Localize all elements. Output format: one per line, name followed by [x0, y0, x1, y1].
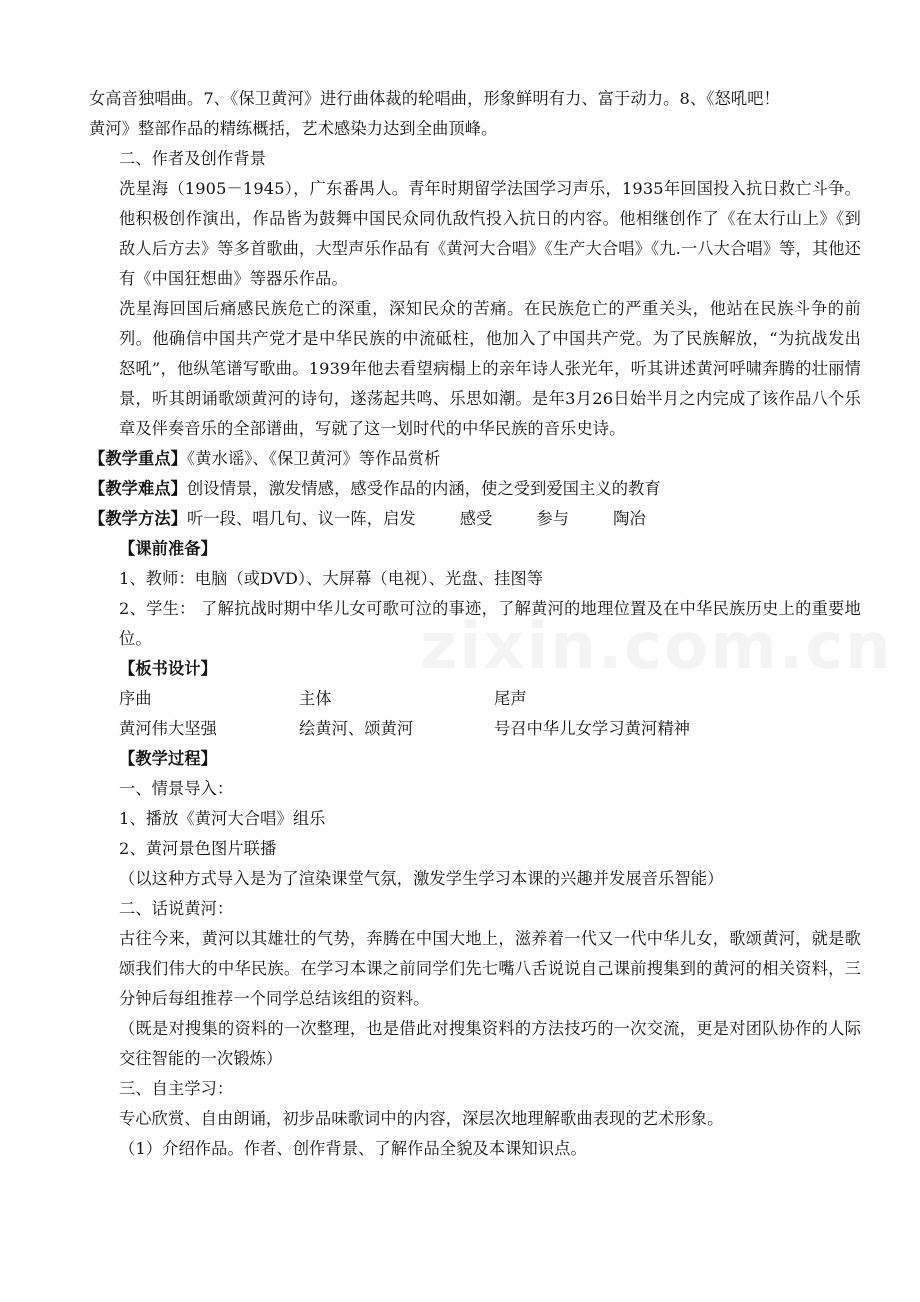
text-line: 专心欣赏、自由朗诵，初步品味歌词中的内容，深层次地理解歌曲表现的艺术形象。: [119, 1109, 724, 1128]
board-cell: 黄河伟大坚强: [119, 719, 218, 738]
text-line: （以这种方式导入是为了渲染课堂气氛，激发学生学习本课的兴趣并发展音乐智能）: [119, 869, 724, 888]
difficulty-label: 【教学难点】: [89, 479, 188, 498]
paragraph: 古往今来，黄河以其雄壮的气势，奔腾在中国大地上，滋养着一代又一代中华儿女，歌颂黄河，就是歌颂我们伟大的中华民族。在学习本课之前同学们先七嘴八舌说说自己课前搜集到的黄河的相关资料，三分钟后每组推荐一个同学总结该组的资料。: [119, 929, 861, 1008]
process-heading: 【教学过程】: [119, 749, 218, 768]
board-cell: 绘黄河、颂黄河: [299, 719, 414, 738]
text-line: 2、黄河景色图片联播: [119, 839, 277, 858]
key-point-label: 【教学重点】: [89, 449, 188, 468]
board-row: [89, 714, 861, 744]
paragraph: 2、学生： 了解抗战时期中华儿女可歌可泣的事迹，了解黄河的地理位置及在中华民族历史上的重要地位。: [119, 599, 861, 648]
text-line: 1、教师：电脑（或DVD）、大屏幕（电视）、光盘、挂图等: [119, 569, 544, 588]
text-line: 女高音独唱曲。7、《保卫黄河》进行曲体裁的轮唱曲，形象鲜明有力、富于动力。8、《怒吼吧！: [89, 89, 780, 108]
method-text: 参与: [536, 509, 570, 528]
method-label: 【教学方法】: [89, 509, 188, 528]
key-point-text: 《黄水谣》、《保卫黄河》等作品赏析: [187, 449, 441, 468]
text-line: （1）介绍作品。作者、创作背景、了解作品全貌及本课知识点。: [119, 1139, 587, 1158]
prep-heading: 【课前准备】: [119, 539, 218, 558]
text-line: 三、自主学习：: [119, 1079, 234, 1098]
section-heading: 二、作者及创作背景: [119, 149, 267, 168]
method-text: 听一段、唱几句、议一阵，启发: [187, 509, 416, 528]
paragraph: 冼星海（1905－1945），广东番禺人。青年时期留学法国学习声乐，1935年回国投入抗日救亡斗争。他积极创作演出，作品皆为鼓舞中国民众同仇敌忾投入抗日的内容。他相继创作了《在太行山上》《到敌人后方去》等多首歌曲，大型声乐作品有《黄河大合唱》《生产大合唱》《九.一八大合唱》等，其他还有《中国狂想曲》等器乐作品。: [119, 179, 861, 288]
text-line: 一、情景导入：: [119, 779, 234, 798]
text-line: 黄河》整部作品的精练概括，艺术感染力达到全曲顶峰。: [89, 119, 498, 138]
board-cell: 号召中华儿女学习黄河精神: [494, 719, 691, 738]
board-row: [89, 684, 861, 714]
board-cell: 序曲: [119, 689, 152, 708]
paragraph: 冼星海回国后痛感民族危亡的深重，深知民众的苦痛。在民族危亡的严重关头，他站在民族斗争的前列。他确信中国共产党才是中华民族的中流砥柱，他加入了中国共产党。为了民族解放，“为抗战发出怒吼”，他纵笔谱写歌曲。1939年他去看望病榻上的亲年诗人张光年，听其讲述黄河呼啸奔腾的壮丽情景，听其朗诵歌颂黄河的诗句，遂荡起共鸣、乐思如潮。是年3月26日始半月之内完成了该作品八个乐章及伴奏音乐的全部谱曲，写就了这一划时代的中华民族的音乐史诗。: [119, 299, 861, 438]
text-line: 1、播放《黄河大合唱》组乐: [119, 809, 326, 828]
method-line: [89, 504, 861, 534]
method-text: 感受: [459, 509, 493, 528]
text-line: 二、话说黄河：: [119, 899, 234, 918]
difficulty-line: [89, 474, 861, 504]
difficulty-text: 创设情景，激发情感，感受作品的内涵，使之受到爱国主义的教育: [187, 479, 661, 498]
key-point-line: [89, 444, 861, 474]
document-body: [89, 84, 861, 1164]
method-text: 陶冶: [613, 509, 646, 528]
board-cell: 主体: [299, 689, 332, 708]
board-cell: 尾声: [494, 689, 527, 708]
board-heading: 【板书设计】: [119, 659, 218, 678]
paragraph: （既是对搜集的资料的一次整理，也是借此对搜集资料的方法技巧的一次交流，更是对团队协作的人际交往智能的一次锻炼）: [119, 1019, 861, 1068]
